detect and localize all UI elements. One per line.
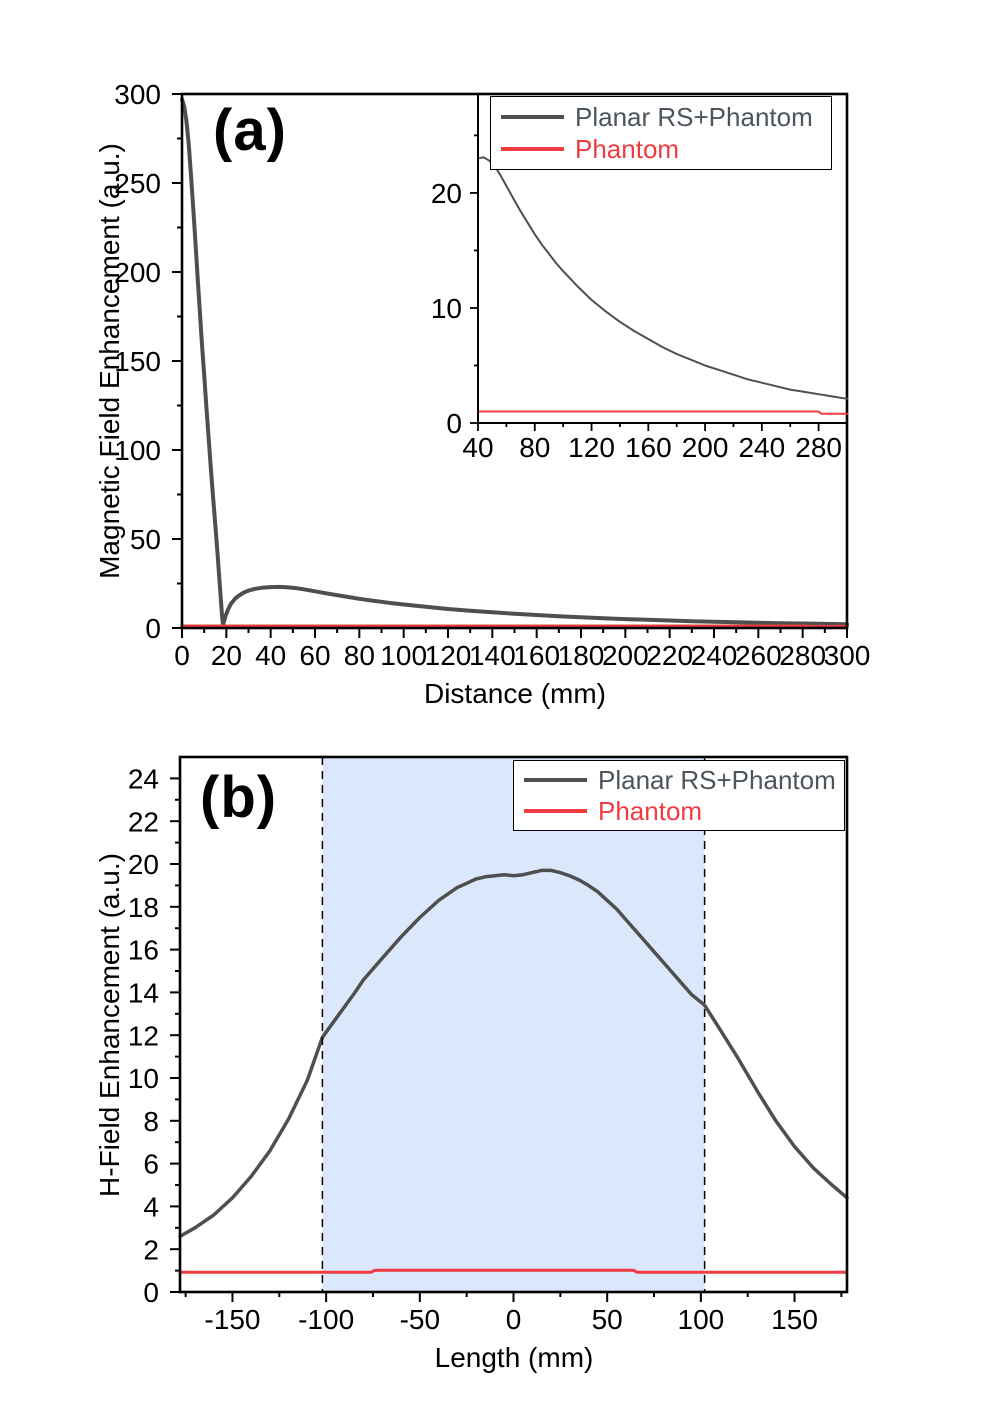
y-tick-label: 300 xyxy=(114,79,161,111)
phantom-line-swatch xyxy=(524,809,587,813)
x-tick-label: 300 xyxy=(823,640,871,671)
x-tick-label: 160 xyxy=(513,640,561,671)
y-tick-label: 2 xyxy=(143,1234,159,1266)
legend-item-phantom xyxy=(514,796,844,827)
y-tick-label: 0 xyxy=(143,1277,159,1309)
x-tick-label: 200 xyxy=(681,432,729,463)
x-tick-label: -100 xyxy=(298,1304,355,1335)
panel-b-legend xyxy=(513,760,845,831)
x-tick-label: 0 xyxy=(505,1304,522,1335)
x-tick-label: 280 xyxy=(779,640,827,671)
x-tick-label: 80 xyxy=(519,432,551,463)
series-line xyxy=(478,412,847,414)
x-tick-label: 60 xyxy=(299,640,331,671)
x-tick-label: 20 xyxy=(210,640,242,671)
x-tick-label: 200 xyxy=(601,640,649,671)
legend-item-planar xyxy=(491,101,831,132)
x-tick-label: 120 xyxy=(568,432,615,463)
planar-line-swatch xyxy=(524,778,587,782)
y-tick-label: 22 xyxy=(127,806,159,838)
panel-a-x-axis-title: Distance (mm) xyxy=(423,678,607,709)
y-tick-label: 0 xyxy=(446,408,462,440)
x-tick-label: 120 xyxy=(424,640,472,671)
panel-b-y-axis-title: H-Field Enhancement (a.u.) xyxy=(94,853,125,1197)
y-tick-label: 0 xyxy=(145,613,161,645)
y-tick-label: 20 xyxy=(430,178,462,210)
x-tick-label: 240 xyxy=(738,432,786,463)
y-tick-label: 4 xyxy=(143,1191,159,1223)
x-tick-label: 40 xyxy=(462,432,494,463)
series-line xyxy=(478,157,847,398)
legend-label-phantom: Phantom xyxy=(598,796,703,827)
x-tick-label: 180 xyxy=(557,640,605,671)
panel-a-legend xyxy=(490,96,832,170)
x-tick-label: 160 xyxy=(624,432,672,463)
series-line xyxy=(182,99,847,625)
x-tick-label: 100 xyxy=(380,640,428,671)
legend-item-planar xyxy=(514,764,844,795)
y-tick-label: 16 xyxy=(127,934,159,966)
y-tick-label: 200 xyxy=(114,257,161,289)
x-tick-label: -50 xyxy=(399,1304,441,1335)
x-tick-label: 80 xyxy=(343,640,375,671)
panel-b-x-axis-title: Length (mm) xyxy=(434,1342,594,1373)
y-tick-label: 10 xyxy=(127,1063,159,1095)
x-tick-label: 50 xyxy=(591,1304,623,1335)
shaded-band xyxy=(322,757,704,1292)
y-tick-label: 14 xyxy=(127,977,159,1009)
x-tick-label: 240 xyxy=(690,640,738,671)
legend-item-phantom xyxy=(491,134,831,165)
x-tick-label: 220 xyxy=(646,640,694,671)
panel-a-y-axis-title: Magnetic Field Enhancement (a.u.) xyxy=(94,143,125,579)
x-tick-label: 280 xyxy=(795,432,842,463)
y-tick-label: 24 xyxy=(127,763,159,795)
panel-a-label: (a) xyxy=(213,98,287,163)
y-tick-label: 250 xyxy=(114,168,161,200)
x-tick-label: 150 xyxy=(771,1304,818,1335)
panel-b-label: (b) xyxy=(200,765,278,830)
y-tick-label: 6 xyxy=(143,1148,159,1180)
phantom-line-swatch xyxy=(501,147,564,151)
x-tick-label: 260 xyxy=(734,640,782,671)
y-tick-label: 18 xyxy=(127,891,159,923)
x-tick-label: 100 xyxy=(677,1304,725,1335)
legend-label-planar: Planar RS+Phantom xyxy=(575,101,813,132)
y-tick-label: 10 xyxy=(430,293,462,325)
x-tick-label: -150 xyxy=(204,1304,261,1335)
legend-label-planar: Planar RS+Phantom xyxy=(598,764,836,795)
x-tick-label: 0 xyxy=(174,640,190,671)
y-tick-label: 20 xyxy=(127,849,159,881)
y-tick-label: 12 xyxy=(127,1020,159,1052)
y-tick-label: 50 xyxy=(129,524,161,556)
y-tick-label: 8 xyxy=(143,1105,159,1137)
planar-line-swatch xyxy=(501,115,564,119)
y-tick-label: 100 xyxy=(114,435,161,467)
x-tick-label: 140 xyxy=(468,640,516,671)
y-tick-label: 150 xyxy=(114,346,161,378)
x-tick-label: 40 xyxy=(255,640,287,671)
axes-frame xyxy=(182,94,847,628)
legend-label-phantom: Phantom xyxy=(575,134,680,165)
